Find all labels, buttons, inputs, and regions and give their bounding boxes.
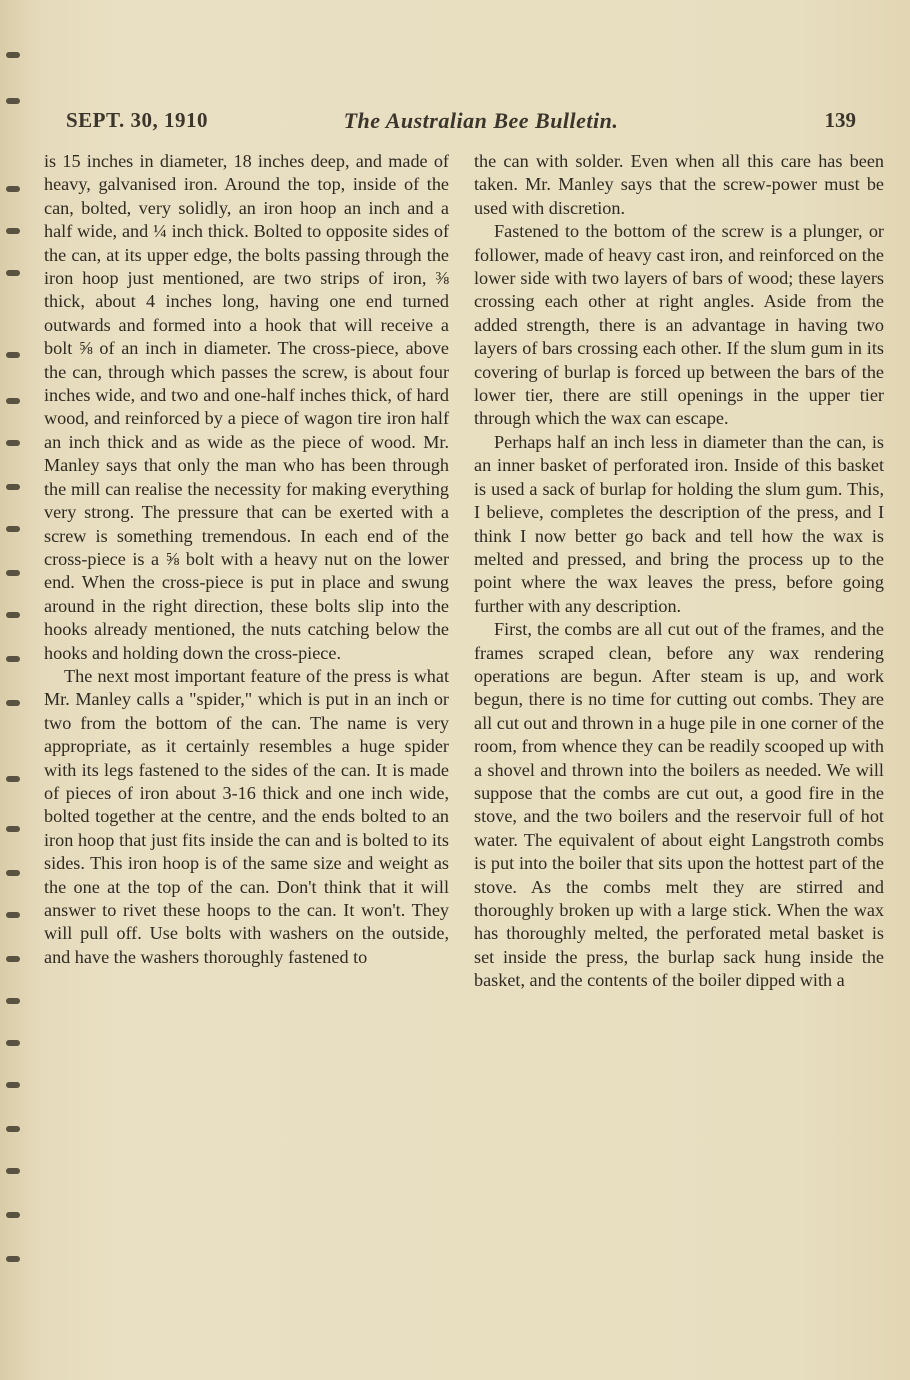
- journal-title: The Australian Bee Bulletin.: [343, 108, 619, 133]
- binding-hole: [6, 270, 20, 276]
- paragraph: The next most important feature of the press is what Mr. Manley calls a "spider," which is put in an inch or two from the bottom of the can. The name is very appropriate, as it certainly resembles a huge spider with its legs fastened to the sides of the can. It is made of pieces of iron about 3-16 thick and one inch wide, bolted together at the centre, and the ends bolted to an iron hoop that just fits inside the can and is bolted to its sides. This iron hoop is of the same size and weight as the one at the top of the can. Don't think that it will answer to rivet these hoops to the can. It won't. They will pull off. Use bolts with washers on the outside, and have the washers thoroughly fastened to: [44, 665, 449, 967]
- running-header: [66, 108, 856, 138]
- binding-hole: [6, 440, 20, 446]
- paragraph: Fastened to the bottom of the screw is a plunger, or follower, made of heavy cast iron, and reinforced on the lower side with two layers of bars of wood; these layers crossing each other at right angles. Aside from the added strength, there is an advantage in having two layers of bars crossing each other. If the slum gum in its covering of burlap is forced up between the bars of the lower tier, there are still openings in the upper tier through which the wax can escape.: [474, 221, 884, 429]
- left-column: [44, 150, 449, 1310]
- binding-hole: [6, 1126, 20, 1132]
- binding-hole: [6, 526, 20, 532]
- binding-hole: [6, 612, 20, 618]
- binding-hole: [6, 352, 20, 358]
- paragraph: First, the combs are all cut out of the frames, and the frames scraped clean, before any wax rendering operations are begun. After steam is up, and work begun, there is no time for cutting out combs. They are all cut out and thrown in a huge pile in one corner of the room, from whence they can be readily scooped up with a shovel and thrown into the boilers as needed. We will suppose that the combs are cut out, a good fire in the stove, and the two boilers and the reservoir full of hot water. The equivalent of about eight Langstroth combs is put into the boiler that sits upon the hottest part of the stove. As the combs melt they are stirred and thoroughly broken up with a large stick. When the wax has thoroughly melted, the perforated metal basket is set inside the press, the burlap sack hung inside the basket, and the contents of the boiler dipped with a: [474, 619, 884, 991]
- issue-date: SEPT. 30, 1910: [66, 108, 208, 132]
- binding-hole: [6, 912, 20, 918]
- binding-hole: [6, 484, 20, 490]
- binding-hole: [6, 1082, 20, 1088]
- binding-hole: [6, 998, 20, 1004]
- binding-hole: [6, 956, 20, 962]
- right-column: [474, 150, 884, 1310]
- binding-hole: [6, 52, 20, 58]
- binding-edge: [0, 0, 38, 1380]
- binding-hole: [6, 826, 20, 832]
- binding-hole: [6, 98, 20, 104]
- paragraph: Perhaps half an inch less in diameter than the can, is an inner basket of perforated iron. Inside of this basket is used a sack of burlap for holding the slum gum. This, I believe, completes the description of the press, and I think I now better go back and tell how the wax is melted and pressed, and bring the process up to the point where the wax leaves the press, before going further with any description.: [474, 431, 884, 616]
- binding-hole: [6, 1212, 20, 1218]
- binding-hole: [6, 1168, 20, 1174]
- binding-hole: [6, 656, 20, 662]
- binding-hole: [6, 1040, 20, 1046]
- binding-hole: [6, 700, 20, 706]
- binding-hole: [6, 398, 20, 404]
- page-number: 139: [824, 108, 856, 132]
- binding-hole: [6, 186, 20, 192]
- binding-hole: [6, 570, 20, 576]
- binding-hole: [6, 1256, 20, 1262]
- paragraph: is 15 inches in diameter, 18 inches deep, and made of heavy, galvanised iron. Around the top, inside of the can, bolted, very solidly, an iron hoop an inch and a half wide, and ¼ inch thick. Bolted to opposite sides of the can, at its upper edge, the bolts passing through the iron hoop just mentioned, are two strips of iron, ⅜ thick, about 4 inches long, having one end turned outwards and formed into a hook that will receive a bolt ⅝ of an inch in diameter. The cross-piece, above the can, through which passes the screw, is about four inches wide, and two and one-half inches thick, of hard wood, and reinforced by a piece of wagon tire iron half an inch thick and as wide as the piece of wood. Mr. Manley says that only the man who has been through the mill can realise the necessity for making everything very strong. The pressure that can be exerted with a screw is something tremendous. In each end of the cross-piece is a ⅝ bolt with a heavy nut on the lower end. When the cross-piece is put in place and swung around in the right direction, these bolts slip into the hooks already mentioned, the nuts catching below the hooks and holding down the cross-piece.: [44, 151, 449, 663]
- binding-hole: [6, 776, 20, 782]
- binding-hole: [6, 228, 20, 234]
- paragraph: the can with solder. Even when all this care has been taken. Mr. Manley says that the screw-power must be used with discretion.: [474, 151, 884, 218]
- binding-hole: [6, 870, 20, 876]
